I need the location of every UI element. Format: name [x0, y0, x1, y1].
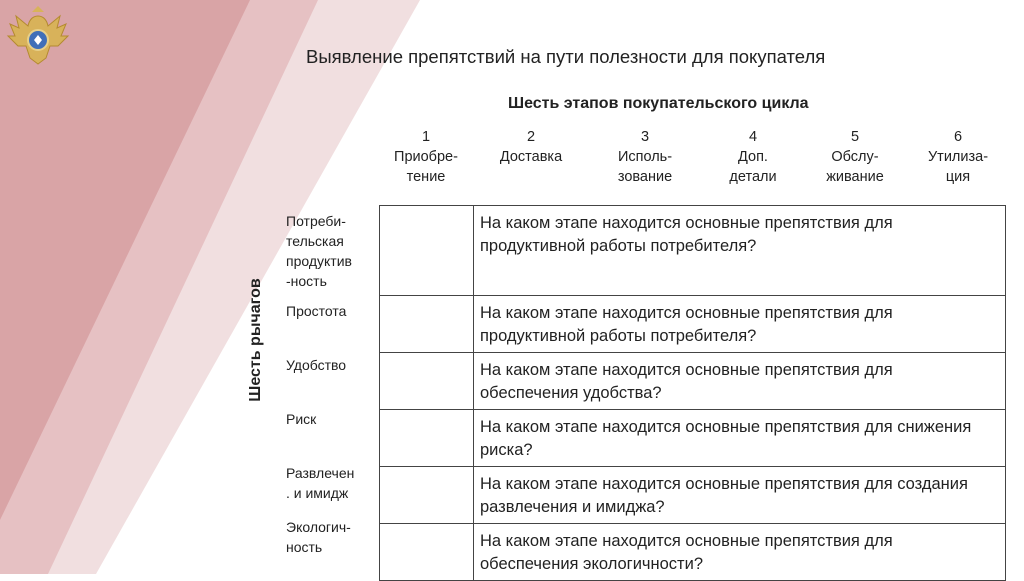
stage-header — [476, 127, 586, 167]
stage-name-line1: Доставка — [499, 149, 563, 165]
stage-header — [698, 127, 808, 187]
stage-header — [590, 127, 700, 187]
lever-label: Потреби- тельская продуктив -ность — [286, 213, 352, 289]
question-cell: На каком этапе находится основные препятствия для продуктивной работы потребителя? — [474, 296, 1006, 353]
empty-cell — [380, 353, 474, 410]
stage-name-line2: зование — [617, 169, 673, 185]
stage-number: 6 — [953, 129, 963, 145]
eagle-emblem-logo — [2, 2, 74, 74]
question-cell: На каком этапе находится основные препятствия для создания развлечения и имиджа? — [474, 467, 1006, 524]
stage-number: 4 — [748, 129, 758, 145]
stage-name-line2: ция — [945, 169, 971, 185]
stage-name-line1: Доп. — [738, 149, 768, 165]
table-row — [380, 524, 1006, 581]
table-row — [380, 467, 1006, 524]
question-cell: На каком этапе находится основные препятствия для снижения риска? — [474, 410, 1006, 467]
table-row — [380, 206, 1006, 296]
stage-name-line2: детали — [729, 169, 777, 185]
obstacles-table — [379, 205, 1006, 581]
stage-header — [371, 127, 481, 187]
levers-side-label: Шесть рычагов — [247, 278, 264, 402]
stage-header — [903, 127, 1013, 187]
stage-name-line1: Обслу- — [831, 149, 879, 165]
stage-number: 2 — [526, 129, 536, 145]
table-row — [380, 410, 1006, 467]
table-subtitle: Шесть этапов покупательского цикла — [508, 95, 809, 112]
empty-cell — [380, 296, 474, 353]
empty-cell — [380, 524, 474, 581]
empty-cell — [380, 467, 474, 524]
lever-label: Простота — [286, 303, 347, 319]
question-cell: На каком этапе находится основные препятствия для обеспечения экологичности? — [474, 524, 1006, 581]
table-row — [380, 353, 1006, 410]
lever-label: Риск — [286, 411, 317, 427]
slide-title: Выявление препятствий на пути полезности для покупателя — [306, 46, 826, 67]
stage-name-line1: Утилиза- — [927, 149, 989, 165]
lever-label: Экологич- ность — [286, 519, 351, 555]
table-row — [380, 296, 1006, 353]
stage-number: 1 — [421, 129, 431, 145]
stage-name-line2: тение — [406, 169, 446, 185]
stage-name-line1: Исполь- — [617, 149, 673, 165]
stage-header — [800, 127, 910, 187]
stage-name-line1: Приобре- — [394, 149, 458, 165]
question-cell: На каком этапе находится основные препятствия для продуктивной работы потребителя? — [474, 206, 1006, 296]
question-cell: На каком этапе находится основные препятствия для обеспечения удобства? — [474, 353, 1006, 410]
empty-cell — [380, 410, 474, 467]
lever-label: Развлечен . и имидж — [286, 465, 355, 501]
stage-number: 3 — [640, 129, 650, 145]
lever-label: Удобство — [286, 357, 347, 373]
empty-cell — [380, 206, 474, 296]
stage-name-line2: живание — [826, 169, 884, 185]
stage-number: 5 — [850, 129, 860, 145]
